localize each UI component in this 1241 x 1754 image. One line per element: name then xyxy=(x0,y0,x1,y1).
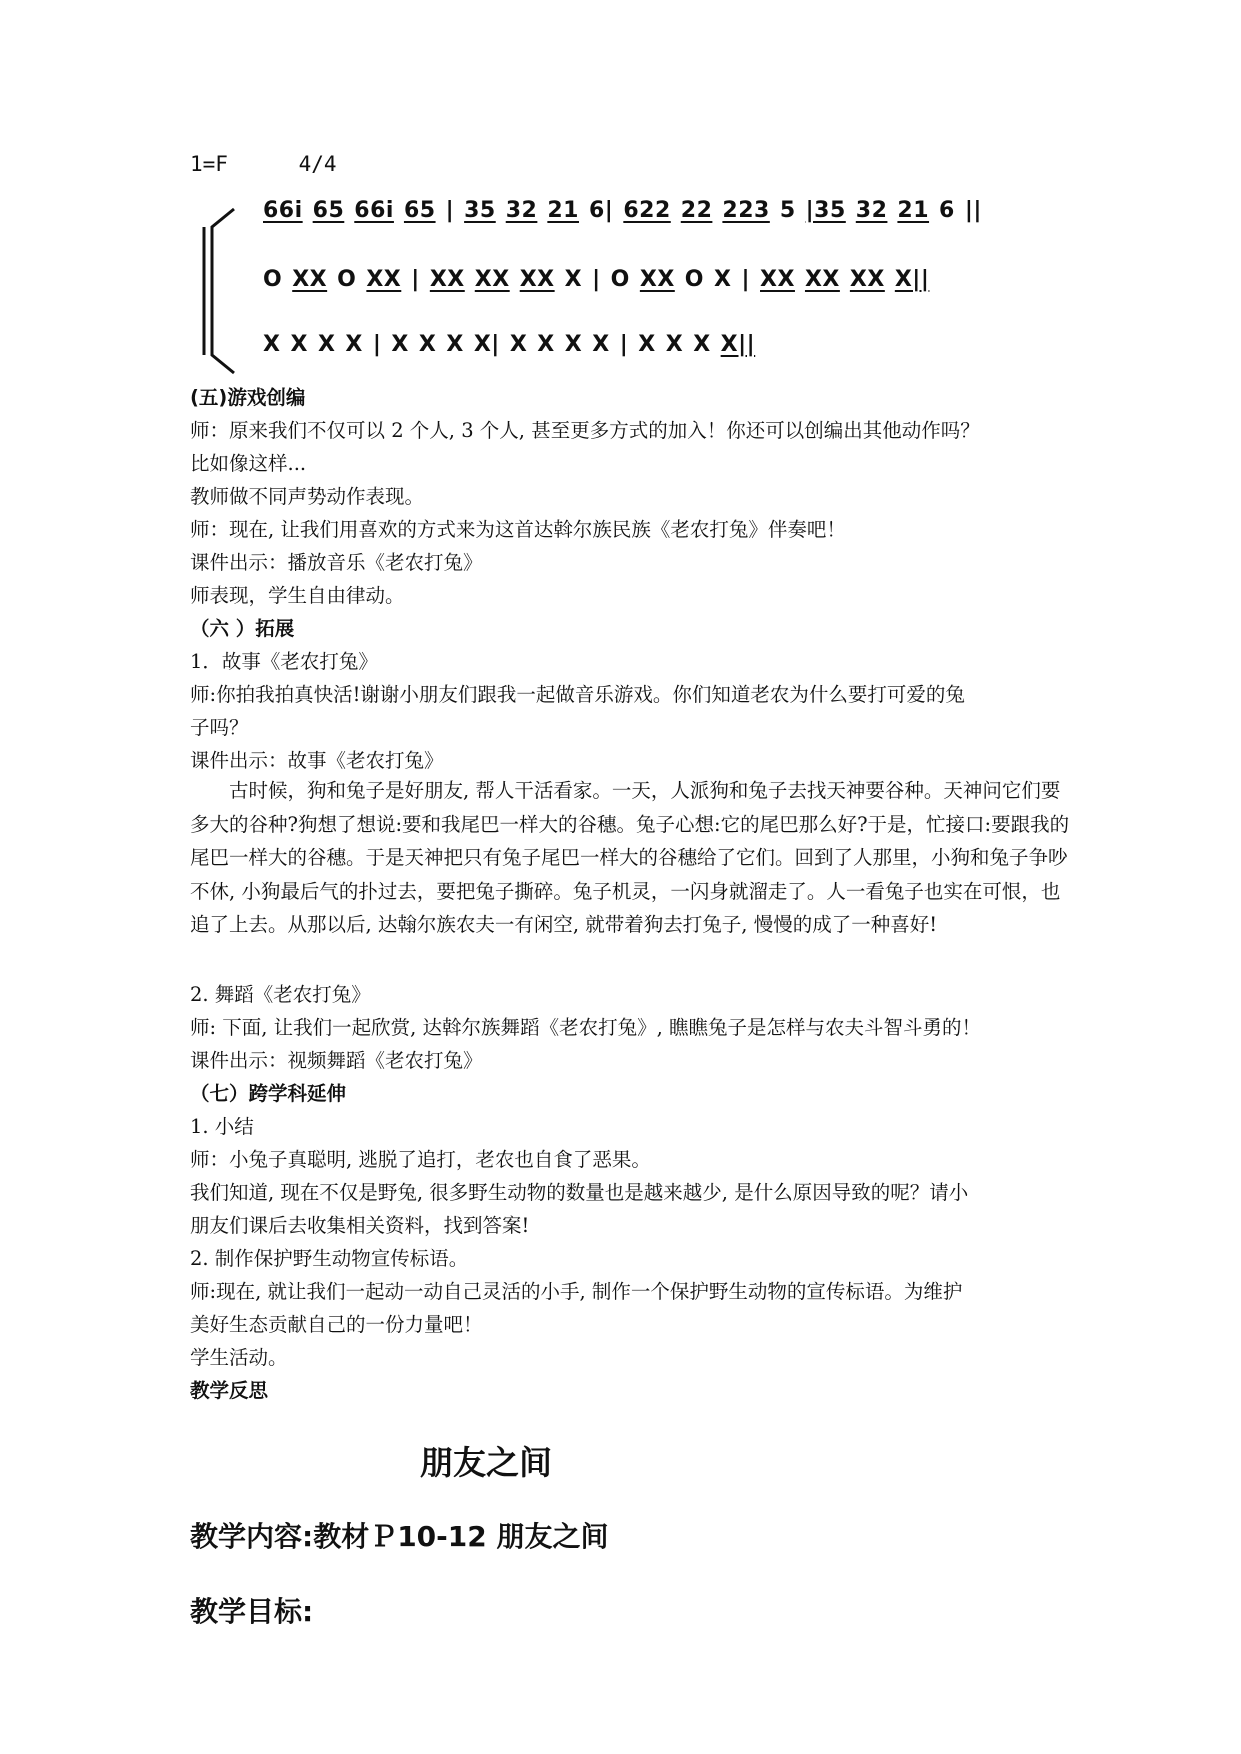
score-note: 6| xyxy=(588,198,614,223)
score-note: X xyxy=(290,332,308,357)
section-heading: （七）跨学科延伸 xyxy=(190,1082,347,1105)
score-note: XX xyxy=(849,267,885,292)
text-line: 师表现，学生自由律动。 xyxy=(190,584,405,607)
score-note: XX xyxy=(366,267,402,292)
text-line: 师：小兔子真聪明, 逃脱了追打，老农也自食了恶果。 xyxy=(190,1148,651,1171)
score-note: X xyxy=(418,332,437,357)
score-note: O xyxy=(337,267,357,292)
score-note: 622 xyxy=(623,198,671,223)
score-note: X xyxy=(693,332,711,357)
text-line: 子吗？ xyxy=(190,716,249,739)
score-row-rhythm-1 xyxy=(263,267,939,292)
text-line: 2. 制作保护野生动物宣传标语。 xyxy=(190,1247,469,1270)
score-note: X|| xyxy=(894,267,930,292)
story-paragraph: 古时候，狗和兔子是好朋友, 帮人干活看家。一天，人派狗和兔子去找天神要谷种。天神问它们要多大的谷种?狗想了想说:要和我尾巴一样大的谷穗。兔子心想:它的尾巴那么好?于是，忙接口:要跟我的尾巴一样大的谷穗。于是天神把只有兔子尾巴一样大的谷穗给了它们。回到了人那里，小狗和兔子争吵不休, 小狗最后气的扑过去，要把兔子撕碎。兔子机灵，一闪身就溜走了。人一看兔子也实在可恨，也追了上去。从那以后, 达翰尔族农夫一有闲空, 就带着狗去打兔子, 慢慢的成了一种喜好! xyxy=(190,779,1070,936)
score-note: X xyxy=(714,267,732,292)
score-note: XX xyxy=(760,267,795,292)
text-line: 师：原来我们不仅可以 2 个人, 3 个人, 甚至更多方式的加入！你还可以创编出其他动作吗？ xyxy=(190,419,980,442)
text-line: 教师做不同声势动作表现。 xyxy=(190,485,425,508)
score-note: |35 xyxy=(805,198,846,223)
text-line: 朋友们课后去收集相关资料，找到答案! xyxy=(190,1214,530,1237)
text-line: 师: 下面, 让我们一起欣赏, 达斡尔族舞蹈《老农打兔》, 瞧瞧兔子是怎样与农夫斗智斗勇的！ xyxy=(190,1016,981,1039)
score-note: XX xyxy=(292,267,328,292)
score-note: 35 xyxy=(464,198,496,223)
text-line: 比如像这样... xyxy=(190,452,307,475)
score-note: O xyxy=(610,267,630,292)
score-bracket xyxy=(200,205,240,375)
bar-line: | xyxy=(592,267,601,292)
score-note: 21 xyxy=(547,198,579,223)
bar-line: | xyxy=(619,332,629,357)
text-line: 1．故事《老农打兔》 xyxy=(190,650,378,673)
key-signature xyxy=(190,152,337,176)
score-note: 66i xyxy=(354,198,394,223)
text-line: 课件出示：故事《老农打兔》 xyxy=(190,749,444,772)
score-note: X xyxy=(391,332,409,357)
score-note: O xyxy=(263,267,283,292)
score-note: 32 xyxy=(505,198,538,223)
score-note: X xyxy=(537,332,555,357)
score-note: 32 xyxy=(855,198,888,223)
score-note: XX xyxy=(804,267,840,292)
key-label: 1=F xyxy=(190,152,228,176)
score-note: X xyxy=(592,332,610,357)
score-note: X xyxy=(263,332,281,357)
text-line: 课件出示：播放音乐《老农打兔》 xyxy=(190,551,483,574)
lesson-content-heading: 教学内容:教材Ｐ10-12 朋友之间 xyxy=(190,1520,609,1553)
score-note: X xyxy=(509,332,528,357)
score-note: XX xyxy=(639,267,675,292)
score-note: 5 xyxy=(779,198,796,223)
time-signature: 4/4 xyxy=(298,152,337,176)
score-note: X xyxy=(345,332,363,357)
score-row-melody xyxy=(263,198,992,223)
score-note: O xyxy=(684,267,704,292)
text-line: 师:现在, 就让我们一起动一动自己灵活的小手, 制作一个保护野生动物的宣传标语。为维护 xyxy=(190,1280,963,1303)
bar-line: | xyxy=(411,267,420,292)
text-line: 学生活动。 xyxy=(190,1346,288,1369)
text-line: 2. 舞蹈《老农打兔》 xyxy=(190,983,371,1006)
score-note: 66i xyxy=(263,198,303,223)
text-line: 我们知道, 现在不仅是野兔, 很多野生动物的数量也是越来越少, 是什么原因导致的呢？请小 xyxy=(190,1181,969,1204)
score-note: XX xyxy=(429,267,465,292)
reflection-heading: 教学反思 xyxy=(190,1379,269,1402)
text-line: 1. 小结 xyxy=(190,1115,254,1138)
text-line: 美好生态贡献自己的一份力量吧！ xyxy=(190,1313,483,1336)
score-note: X xyxy=(317,332,336,357)
lesson-title: 朋友之间 xyxy=(420,1443,552,1482)
score-note: X xyxy=(564,332,583,357)
bar-line: | xyxy=(445,198,455,223)
section-heading: (五)游戏创编 xyxy=(190,386,306,409)
score-note: XX xyxy=(519,267,555,292)
score-note: 21 xyxy=(897,198,930,223)
score-note: 6 xyxy=(939,198,955,223)
text-line: 师：现在, 让我们用喜欢的方式来为这首达斡尔族民族《老农打兔》伴奏吧！ xyxy=(190,518,846,541)
section-heading: （六 ）拓展 xyxy=(190,617,295,640)
score-note: 65 xyxy=(403,198,436,223)
score-note: X xyxy=(446,332,464,357)
score-note: 65 xyxy=(312,198,345,223)
score-note: 223 xyxy=(722,198,770,223)
score-note: X|| xyxy=(720,332,756,357)
bar-line: | xyxy=(372,332,382,357)
bar-line: || xyxy=(964,198,982,223)
score-note: XX xyxy=(474,267,510,292)
score-row-rhythm-2 xyxy=(263,332,765,357)
bar-line: | xyxy=(741,267,751,292)
text-line: 课件出示：视频舞蹈《老农打兔》 xyxy=(190,1049,483,1072)
text-line: 师:你拍我拍真快活!谢谢小朋友们跟我一起做音乐游戏。你们知道老农为什么要打可爱的兔 xyxy=(190,683,965,706)
score-note: X xyxy=(665,332,684,357)
score-note: X xyxy=(564,267,583,292)
score-note: 22 xyxy=(680,198,713,223)
lesson-goals-heading: 教学目标: xyxy=(190,1595,314,1628)
score-note: X xyxy=(638,332,656,357)
score-note: X| xyxy=(473,332,500,357)
